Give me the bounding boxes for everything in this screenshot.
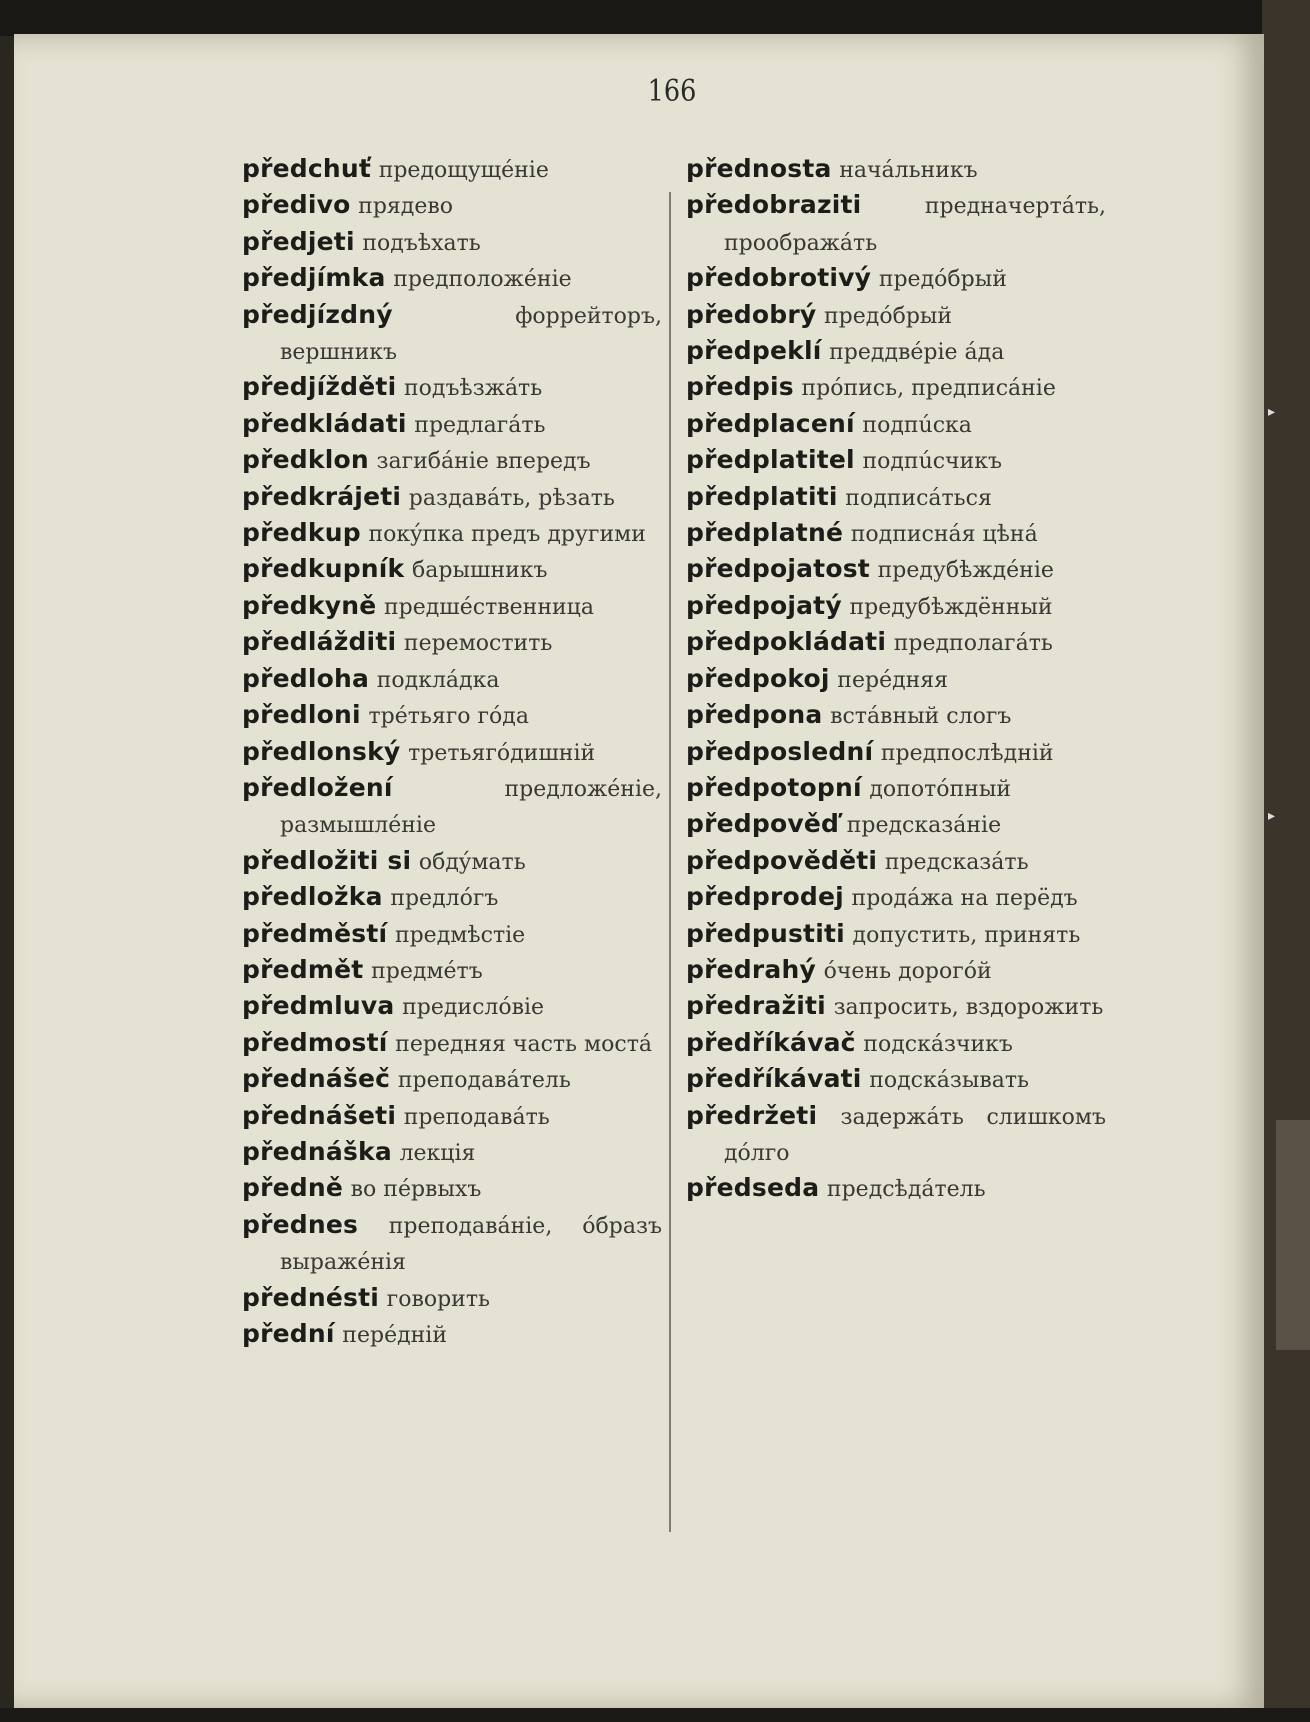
dictionary-entry [242, 298, 662, 371]
entry-translation: подскáзчикъ [863, 1031, 1013, 1057]
dictionary-entry [242, 261, 662, 297]
entry-translation: преддвéріе áда [829, 340, 1005, 366]
entry-headword: přednes [242, 1209, 359, 1239]
dictionary-entry [242, 152, 662, 188]
dictionary-entry [686, 880, 1106, 916]
dictionary-entry [686, 844, 1106, 880]
entry-headword: předloha [242, 663, 370, 693]
entry-translation: предмѣстіе [394, 922, 526, 948]
book-top-edge [0, 0, 1310, 36]
entry-translation: перéдній [342, 1323, 447, 1348]
dictionary-entry [686, 480, 1106, 516]
entry-headword: předplacení [686, 408, 855, 438]
entry-translation: предлóгъ [390, 886, 499, 912]
dictionary-entry [686, 370, 1106, 406]
entry-headword: předpověděti [686, 845, 878, 875]
entry-headword: předkládati [242, 408, 407, 438]
dictionary-entry [242, 1171, 662, 1207]
entry-headword: předražiti [686, 991, 826, 1021]
book-spine-edge [1262, 0, 1310, 1722]
entry-headword: předivo [242, 190, 351, 220]
dictionary-entry [242, 1281, 662, 1317]
entry-headword: předpověď [686, 809, 840, 839]
entry-headword: předkyně [242, 590, 377, 620]
dictionary-entry [686, 552, 1106, 588]
dictionary-entry [242, 625, 662, 661]
entry-translation: начáльникъ [839, 158, 978, 183]
entry-translation: подъѣхать [362, 230, 481, 256]
entry-translation: загибáніе впередъ [376, 449, 591, 475]
entry-headword: předložka [242, 882, 383, 912]
dictionary-entry [686, 1171, 1106, 1207]
dictionary-entry [242, 953, 662, 989]
entry-headword: předpustiti [686, 918, 845, 948]
entry-translation: лекція [399, 1140, 476, 1166]
entry-headword: předplatitel [686, 445, 855, 475]
dictionary-entry [686, 698, 1106, 734]
dictionary-entry [242, 735, 662, 771]
entry-translation: предмéтъ [371, 958, 483, 984]
margin-arrow-icon: ▸ [1268, 808, 1276, 824]
entry-translation: обдýмать [418, 849, 526, 875]
entry-translation: преподавáніе, óбразъ выражéнія [280, 1213, 662, 1276]
entry-translation: передняя часть мостá [395, 1031, 652, 1057]
entry-translation: подписáться [845, 485, 992, 511]
dictionary-entry [686, 589, 1106, 625]
dictionary-entry [242, 188, 662, 224]
entry-headword: předobrotivý [686, 263, 872, 293]
entry-headword: přednosta [686, 154, 832, 183]
entry-translation: подписнáя цѣнá [850, 522, 1038, 548]
dictionary-entry [686, 516, 1106, 552]
entry-translation: предóбрый [824, 303, 953, 329]
dictionary-entry [242, 552, 662, 588]
dictionary-entry [242, 1026, 662, 1062]
entry-translation: предубѣждéніе [877, 558, 1054, 584]
entry-translation: предполагáть [893, 631, 1053, 657]
entry-translation: запросить, вздорожить [833, 995, 1104, 1021]
entry-translation: форрейторъ, вершникъ [280, 303, 662, 366]
dictionary-entry [242, 516, 662, 552]
entry-translation: óчень дорогóй [823, 958, 992, 984]
dictionary-entry [686, 334, 1106, 370]
entry-headword: předjímka [242, 263, 386, 293]
entry-headword: předržeti [686, 1100, 818, 1130]
entry-translation: прóпись, предписáніе [801, 376, 1056, 402]
entry-headword: přednésti [242, 1282, 380, 1312]
dictionary-entry [242, 589, 662, 625]
entry-translation: предсказáть [884, 849, 1029, 875]
dictionary-entry [686, 188, 1106, 261]
dictionary-entry [242, 880, 662, 916]
entry-headword: přednášeti [242, 1100, 397, 1130]
entry-translation: встáвный слогъ [830, 704, 1012, 730]
margin-arrow-icon: ▸ [1268, 404, 1276, 420]
dictionary-entry [242, 698, 662, 734]
dictionary-entry [242, 407, 662, 443]
entry-headword: předříkávati [686, 1064, 862, 1094]
entry-headword: přednáška [242, 1136, 392, 1166]
entry-translation: барышникъ [412, 558, 548, 584]
entry-headword: předchuť [242, 154, 372, 183]
dictionary-entry [686, 1062, 1106, 1098]
entry-headword: předně [242, 1173, 344, 1203]
entry-translation: предпослѣдній [880, 740, 1054, 766]
dictionary-entry [242, 443, 662, 479]
dictionary-entry [686, 261, 1106, 297]
entry-headword: předpokoj [686, 663, 830, 693]
book-bottom-edge [0, 1708, 1310, 1722]
entry-headword: předkrájeti [242, 481, 402, 511]
entry-headword: předlážditi [242, 627, 397, 657]
entry-headword: přednášeč [242, 1064, 391, 1094]
entry-headword: předplatiti [686, 481, 838, 511]
entry-translation: подъѣзжáть [403, 376, 543, 402]
dictionary-entry [242, 1099, 662, 1135]
entry-translation: подпúсчикъ [862, 449, 1003, 475]
entry-translation: предлагáть [414, 412, 546, 438]
dictionary-entry [242, 1208, 662, 1281]
dictionary-entry [242, 1062, 662, 1098]
entry-headword: předmluva [242, 991, 395, 1021]
entry-headword: předjízdný [242, 299, 393, 329]
right-column [686, 152, 1106, 1208]
entry-headword: předklon [242, 445, 369, 475]
entry-translation: предощущéніе [378, 158, 549, 183]
dictionary-entry [242, 771, 662, 844]
dictionary-entry [686, 407, 1106, 443]
entry-translation: подскáзывать [869, 1068, 1030, 1094]
dictionary-entry [242, 1135, 662, 1171]
entry-headword: předpeklí [686, 336, 822, 366]
entry-translation: задержáть слишкомъ дóлго [724, 1104, 1106, 1166]
entry-headword: předobrý [686, 299, 817, 329]
entry-translation: предшéственница [384, 594, 594, 620]
entry-headword: předříkávač [686, 1027, 856, 1057]
entry-headword: předpokládati [686, 627, 887, 657]
entry-headword: předpona [686, 700, 823, 730]
entry-headword: předpotopní [686, 772, 862, 802]
left-column [242, 152, 662, 1353]
entry-translation: подклáдка [376, 667, 500, 693]
dictionary-entry [686, 1099, 1106, 1172]
entry-translation: предсѣдáтель [826, 1177, 986, 1203]
entry-headword: předkup [242, 518, 361, 548]
entry-translation: покýпка предъ другими [368, 522, 646, 548]
entry-headword: předložení [242, 772, 393, 802]
entry-headword: předkupník [242, 554, 405, 584]
spine-shadow [1276, 1120, 1310, 1350]
entry-translation: говорить [386, 1286, 490, 1312]
entry-headword: předjeti [242, 226, 355, 256]
entry-headword: přední [242, 1319, 335, 1348]
entry-translation: допотóпный [869, 776, 1012, 802]
dictionary-entry [242, 480, 662, 516]
entry-headword: předrahý [686, 954, 816, 984]
entry-headword: předposlední [686, 736, 874, 766]
entry-translation: прядево [358, 194, 453, 220]
dictionary-entry [686, 807, 1106, 843]
dictionary-entry [242, 989, 662, 1025]
dictionary-entry [686, 735, 1106, 771]
dictionary-entry [686, 298, 1106, 334]
dictionary-entry [686, 625, 1106, 661]
dictionary-entry [686, 917, 1106, 953]
entry-translation: во пéрвыхъ [350, 1177, 482, 1203]
page-number: 166 [647, 74, 697, 109]
column-divider [669, 192, 671, 1532]
dictionary-entry [242, 917, 662, 953]
entry-translation: третьягóдишній [408, 740, 596, 766]
entry-headword: předloni [242, 700, 361, 730]
entry-headword: předpojatý [686, 590, 842, 620]
entry-headword: předplatné [686, 518, 844, 548]
entry-headword: předložiti si [242, 845, 412, 875]
entry-translation: предложéніе, размышлéніе [280, 776, 662, 839]
entry-translation: предóбрый [878, 267, 1007, 293]
dictionary-entry [686, 1026, 1106, 1062]
entry-translation: раздавáть, рѣзать [408, 485, 615, 511]
dictionary-entry [242, 370, 662, 406]
entry-translation: предсказáніе [846, 813, 1002, 839]
dictionary-entry [686, 443, 1106, 479]
dictionary-entry [686, 152, 1106, 188]
dictionary-entry [242, 844, 662, 880]
dictionary-entry [242, 662, 662, 698]
entry-headword: předlonský [242, 736, 401, 766]
dictionary-entry [242, 1317, 662, 1353]
entry-headword: předpojatost [686, 554, 870, 584]
entry-translation: преподавáть [403, 1104, 550, 1130]
entry-translation: трéтьяго гóда [368, 704, 529, 730]
entry-headword: předprodej [686, 882, 844, 912]
entry-translation: предубѣждённый [849, 594, 1053, 620]
dictionary-entry [686, 662, 1106, 698]
entry-translation: перемостить [403, 631, 553, 657]
entry-translation: подпúска [862, 412, 972, 438]
entry-translation: допустить, принять [852, 922, 1081, 948]
entry-headword: předseda [686, 1173, 820, 1203]
entry-translation: продáжа на перёдъ [851, 886, 1078, 912]
entry-headword: předjížděti [242, 372, 397, 402]
dictionary-entry [686, 989, 1106, 1025]
dictionary-entry [686, 771, 1106, 807]
entry-translation: предначертáть, проображáть [724, 194, 1106, 256]
entry-translation: перéдняя [837, 667, 949, 693]
entry-headword: předobraziti [686, 190, 862, 220]
entry-headword: předmostí [242, 1027, 388, 1057]
entry-headword: předmět [242, 954, 364, 984]
entry-translation: предположéніе [393, 267, 572, 293]
entry-headword: předměstí [242, 918, 388, 948]
dictionary-entry [686, 953, 1106, 989]
entry-translation: преподавáтель [397, 1068, 571, 1094]
entry-headword: předpis [686, 372, 794, 402]
entry-translation: предислóвіе [402, 995, 545, 1021]
dictionary-entry [242, 225, 662, 261]
